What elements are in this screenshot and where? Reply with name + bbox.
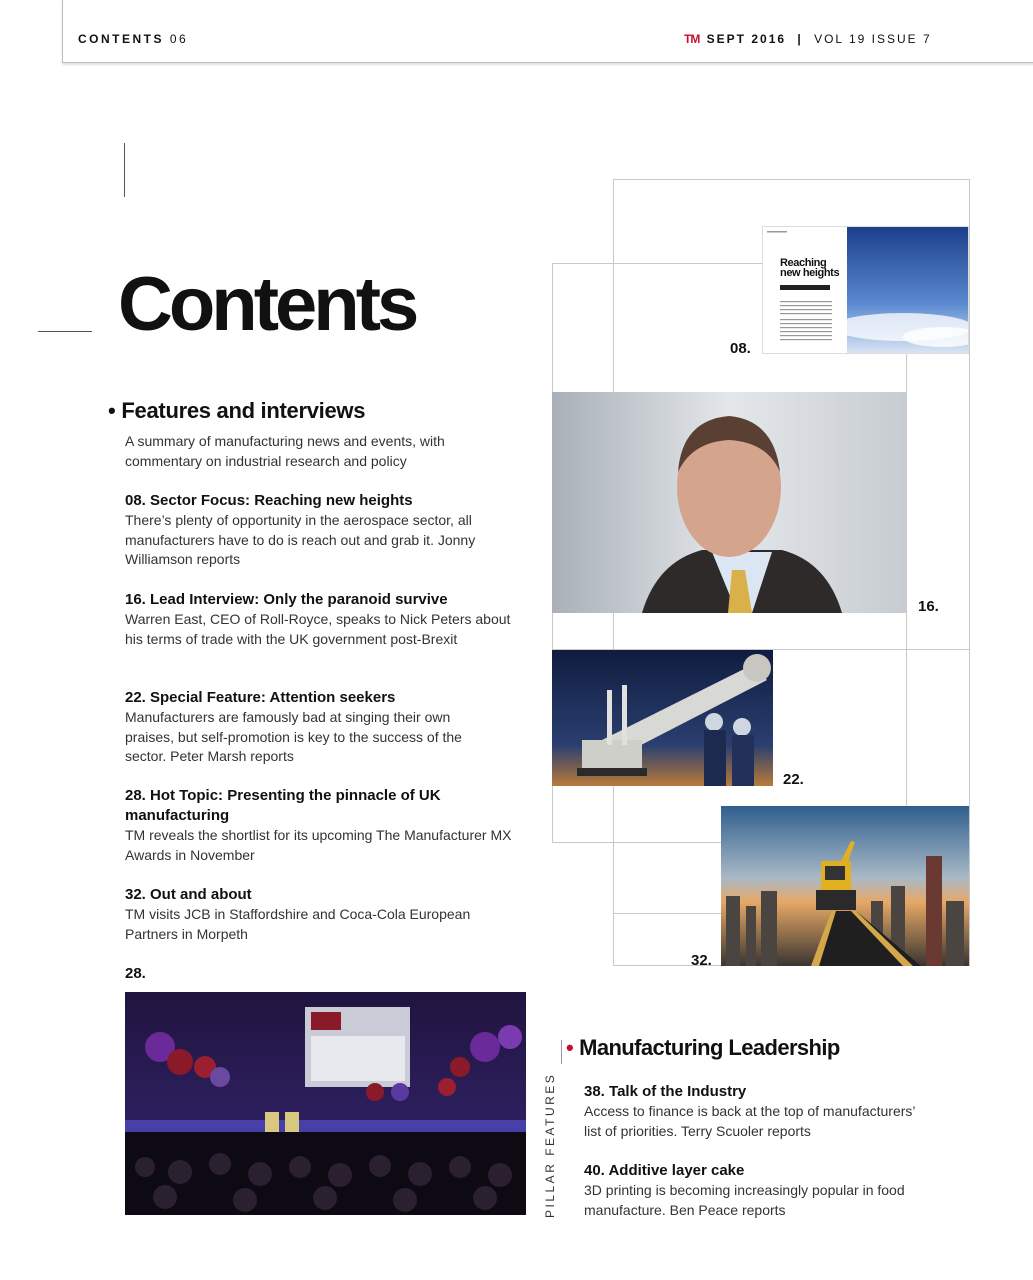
leadership-heading-text: Manufacturing Leadership bbox=[579, 1035, 840, 1060]
page-number: 06 bbox=[169, 32, 189, 46]
grid-rule bbox=[613, 913, 721, 914]
jcb-city-svg bbox=[721, 806, 969, 966]
section-label: CONTENTS bbox=[78, 32, 164, 46]
item-desc: 3D printing is becoming increasingly popular in food manufacture. Ben Peace reports bbox=[584, 1182, 905, 1218]
machinery-svg bbox=[552, 650, 773, 786]
lead-interview-portrait bbox=[552, 392, 907, 613]
volume-issue: VOL 19 ISSUE 7 bbox=[814, 32, 932, 46]
item-desc: Warren East, CEO of Roll-Royce, speaks to Nick Peters about his terms of trade with the UK government post-Brexit bbox=[125, 611, 511, 647]
list-item[interactable] bbox=[125, 786, 525, 865]
list-item[interactable] bbox=[125, 885, 505, 944]
tm-logo: TM bbox=[684, 32, 700, 46]
thumbnail-headline: Reaching new heights bbox=[780, 257, 840, 279]
leadership-heading bbox=[566, 1035, 840, 1061]
header-separator: | bbox=[797, 32, 803, 46]
awards-event-photo-svg bbox=[125, 992, 526, 1215]
features-heading-text: Features and interviews bbox=[121, 398, 366, 423]
special-feature-photo bbox=[552, 650, 773, 786]
page-number-22: 22. bbox=[783, 771, 804, 788]
page-number-08: 08. bbox=[730, 340, 751, 357]
thumbnail-spread-svg bbox=[763, 227, 969, 354]
features-heading bbox=[108, 398, 365, 424]
features-summary: A summary of manufacturing news and events, with commentary on industrial research and policy bbox=[125, 433, 445, 469]
issue-date: SEPT 2016 bbox=[706, 32, 787, 46]
item-desc: TM visits JCB in Staffordshire and Coca-Cola European Partners in Morpeth bbox=[125, 906, 471, 942]
item-title[interactable]: 16. Lead Interview: Only the paranoid survive bbox=[125, 591, 448, 608]
bullet-icon: • bbox=[566, 1035, 574, 1060]
item-title[interactable]: 32. Out and about bbox=[125, 886, 252, 903]
decorative-horizontal-rule bbox=[38, 331, 92, 332]
pillar-divider bbox=[561, 1040, 562, 1064]
out-and-about-photo bbox=[721, 806, 969, 966]
item-title[interactable]: 08. Sector Focus: Reaching new heights bbox=[125, 492, 413, 509]
list-item[interactable] bbox=[584, 1161, 914, 1220]
item-title[interactable]: 28. Hot Topic: Presenting the pinnacle of UK manufacturing bbox=[125, 787, 441, 824]
item-title[interactable]: 38. Talk of the Industry bbox=[584, 1083, 747, 1100]
page-number-32: 32. bbox=[691, 952, 712, 969]
pillar-features-label: PILLAR FEATURES bbox=[543, 1072, 557, 1218]
item-title[interactable]: 40. Additive layer cake bbox=[584, 1162, 745, 1179]
list-item[interactable] bbox=[125, 688, 500, 767]
item-desc: There’s plenty of opportunity in the aerospace sector, all manufacturers have to do is reach out and grab it. Jonny Williamson reports bbox=[125, 512, 476, 567]
item-title[interactable]: 22. Special Feature: Attention seekers bbox=[125, 689, 396, 706]
page-number-28: 28. bbox=[125, 965, 146, 982]
item-desc: TM reveals the shortlist for its upcoming The Manufacturer MX Awards in November bbox=[125, 827, 512, 863]
sector-focus-thumbnail bbox=[762, 226, 969, 354]
portrait-svg bbox=[552, 392, 907, 613]
page-title: Contents bbox=[118, 262, 416, 347]
awards-event-photo bbox=[125, 992, 526, 1215]
item-desc: Manufacturers are famously bad at singing their own praises, but self-promotion is key to the success of the sector. Peter Marsh reports bbox=[125, 709, 462, 764]
list-item[interactable] bbox=[125, 491, 520, 570]
item-desc: Access to finance is back at the top of manufacturers’ list of priorities. Terry Scuoler reports bbox=[584, 1103, 915, 1139]
decorative-vertical-rule bbox=[124, 143, 125, 197]
header-issue-info bbox=[684, 32, 932, 46]
bullet-icon: • bbox=[108, 398, 116, 423]
list-item[interactable] bbox=[584, 1082, 929, 1141]
page-number-16: 16. bbox=[918, 598, 939, 615]
list-item[interactable] bbox=[125, 590, 520, 649]
header-section-label bbox=[78, 32, 188, 46]
